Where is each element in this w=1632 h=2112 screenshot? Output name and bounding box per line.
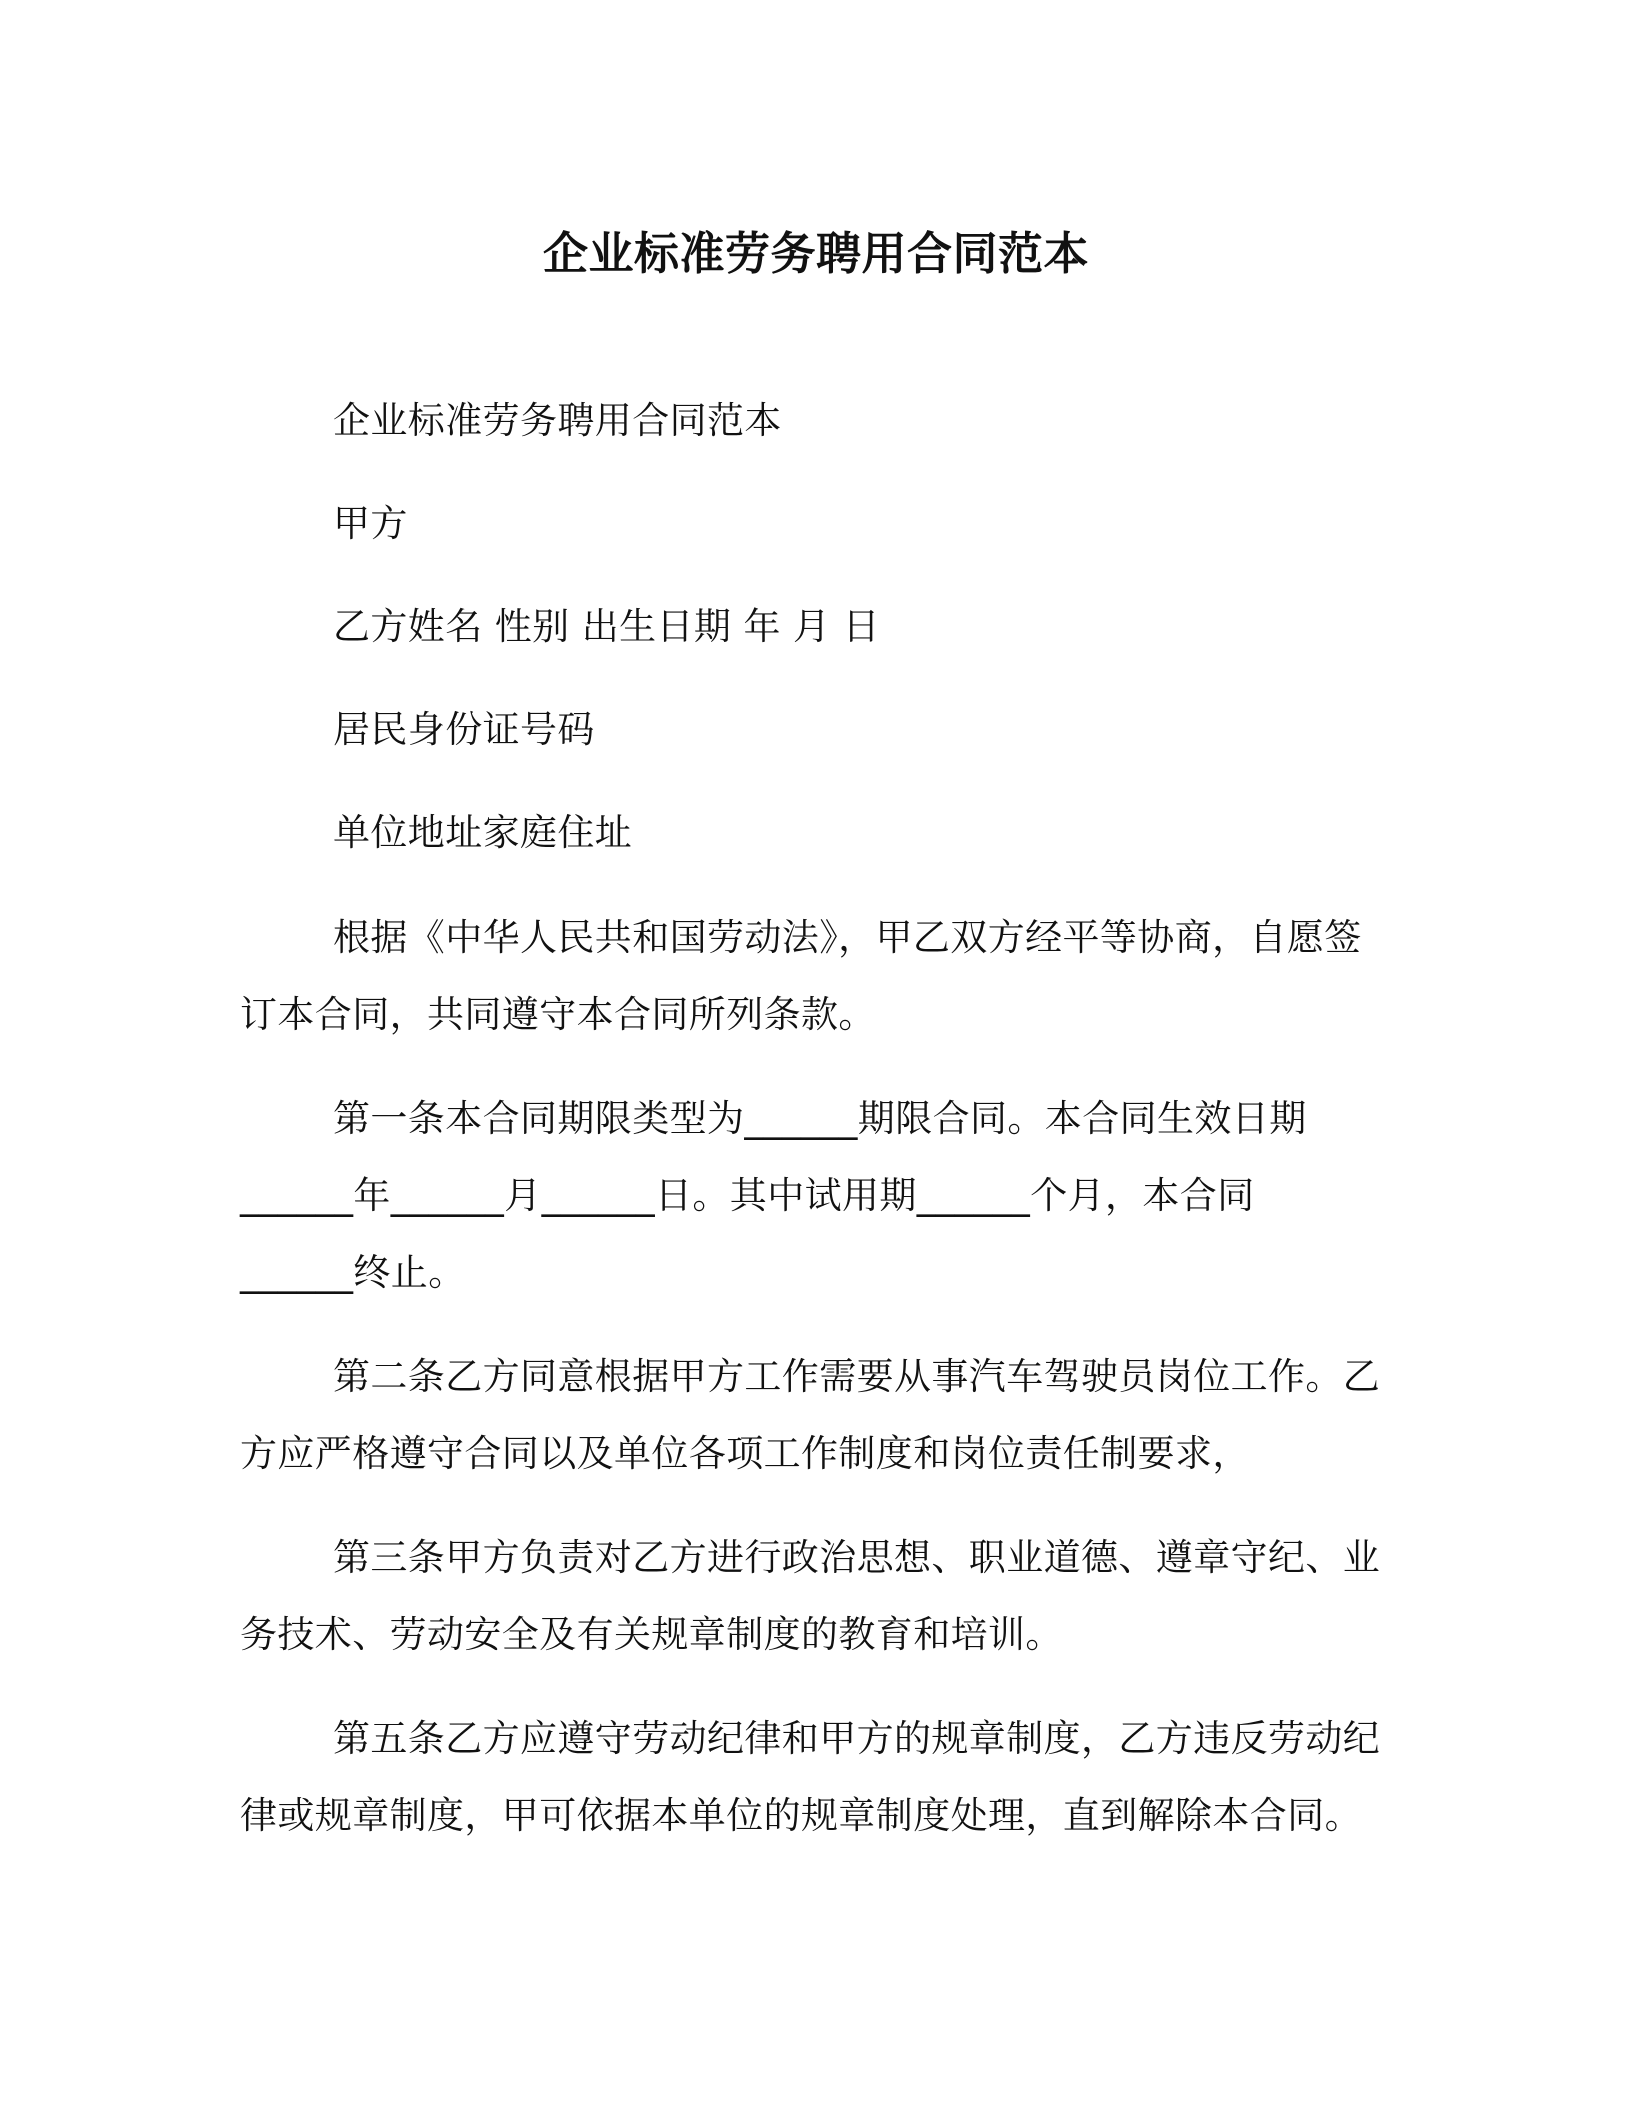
article1-line-3: ______终止。 bbox=[240, 1251, 466, 1294]
party-b-line: 乙方姓名 性别 出生日期 年 月 日 bbox=[333, 605, 881, 648]
article1-line-2: ______年______月______日。其中试用期______个月，本合同 bbox=[240, 1174, 1255, 1217]
id-number-line: 居民身份证号码 bbox=[333, 708, 595, 751]
subtitle-line: 企业标准劳务聘用合同范本 bbox=[333, 399, 782, 442]
article3-line-2: 务技术、劳动安全及有关规章制度的教育和培训。 bbox=[240, 1613, 1063, 1656]
document-title: 企业标准劳务聘用合同范本 bbox=[542, 227, 1089, 280]
address-line: 单位地址家庭住址 bbox=[333, 811, 633, 854]
party-a-line: 甲方 bbox=[333, 502, 408, 545]
article1-line-1: 第一条本合同期限类型为______期限合同。本合同生效日期 bbox=[333, 1097, 1307, 1140]
article2-line-2: 方应严格遵守合同以及单位各项工作制度和岗位责任制要求， bbox=[240, 1432, 1250, 1475]
article2-line-1: 第二条乙方同意根据甲方工作需要从事汽车驾驶员岗位工作。乙 bbox=[333, 1355, 1381, 1398]
article5-line-2: 律或规章制度，甲可依据本单位的规章制度处理，直到解除本合同。 bbox=[240, 1794, 1362, 1837]
intro-line-1: 根据《中华人民共和国劳动法》，甲乙双方经平等协商，自愿签 bbox=[333, 916, 1362, 959]
intro-line-2: 订本合同，共同遵守本合同所列条款。 bbox=[240, 993, 876, 1036]
article3-line-1: 第三条甲方负责对乙方进行政治思想、职业道德、遵章守纪、业 bbox=[333, 1536, 1381, 1579]
article5-line-1: 第五条乙方应遵守劳动纪律和甲方的规章制度，乙方违反劳动纪 bbox=[333, 1717, 1381, 1760]
